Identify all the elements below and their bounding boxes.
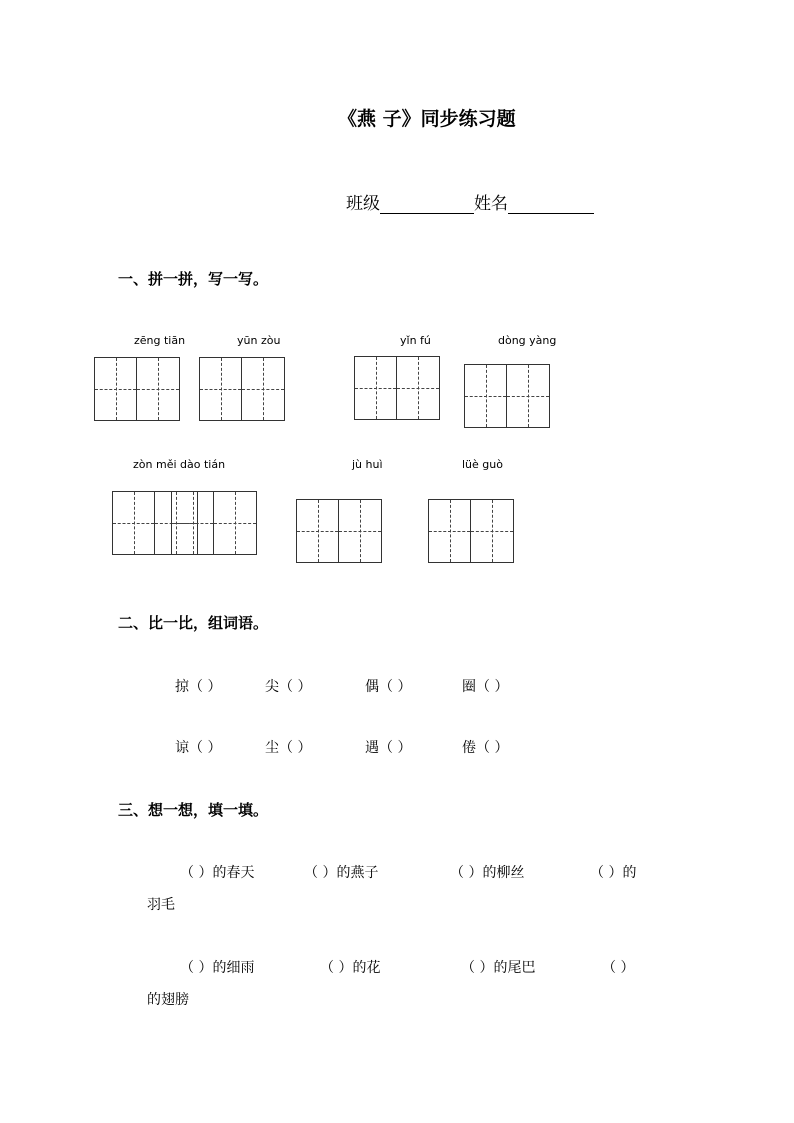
- pinyin-label: lüè guò: [462, 458, 503, 471]
- word-pair[interactable]: 尖（ ）: [265, 679, 312, 695]
- pinyin-label: zēng tiān: [134, 334, 186, 347]
- wrap-text: 羽毛: [147, 897, 175, 913]
- name-blank[interactable]: [508, 195, 594, 214]
- class-blank[interactable]: [380, 195, 474, 214]
- writing-grid[interactable]: [199, 357, 285, 421]
- pinyin-label: jù huì: [352, 458, 383, 471]
- word-pair[interactable]: 尘（ ）: [265, 740, 312, 756]
- fill-blank[interactable]: （ ）的燕子: [304, 865, 379, 881]
- section2-heading: 二、比一比，组词语。: [118, 614, 269, 632]
- writing-grid[interactable]: [94, 357, 180, 421]
- fill-blank[interactable]: （ ）的柳丝: [450, 865, 525, 881]
- word-pair[interactable]: 圈（ ）: [462, 679, 509, 695]
- class-name-line: [346, 189, 594, 214]
- name-label: 姓名: [474, 194, 508, 214]
- section3-heading: 三、想一想，填一填。: [118, 801, 269, 819]
- fill-blank[interactable]: （ ）的春天: [180, 865, 255, 881]
- pinyin-label: dòng yàng: [498, 334, 557, 347]
- word-pair[interactable]: 遇（ ）: [365, 740, 412, 756]
- fill-blank[interactable]: （ ）的花: [320, 960, 381, 976]
- writing-grid[interactable]: [428, 499, 514, 563]
- fill-blank[interactable]: （ ）: [602, 960, 635, 976]
- wrap-text: 的翅膀: [147, 992, 189, 1008]
- fill-blank[interactable]: （ ）的细雨: [180, 960, 255, 976]
- word-pair[interactable]: 偶（ ）: [365, 679, 412, 695]
- pinyin-label: zòn měi dào tián: [133, 458, 226, 471]
- fill-blank[interactable]: （ ）的: [590, 865, 637, 881]
- page-title: 《燕 子》同步练习题: [338, 108, 516, 130]
- writing-grid[interactable]: [354, 356, 440, 420]
- writing-grid[interactable]: [464, 364, 550, 428]
- fill-blank[interactable]: （ ）的尾巴: [461, 960, 536, 976]
- word-pair[interactable]: 谅（ ）: [175, 740, 222, 756]
- section1-heading: 一、拼一拼，写一写。: [118, 270, 269, 288]
- writing-grid[interactable]: [171, 491, 257, 555]
- word-pair[interactable]: 掠（ ）: [175, 679, 222, 695]
- writing-grid[interactable]: [296, 499, 382, 563]
- word-pair[interactable]: 倦（ ）: [462, 740, 509, 756]
- class-label: 班级: [346, 194, 380, 214]
- pinyin-label: yǐn fú: [400, 334, 431, 347]
- pinyin-label: yūn zòu: [237, 334, 281, 347]
